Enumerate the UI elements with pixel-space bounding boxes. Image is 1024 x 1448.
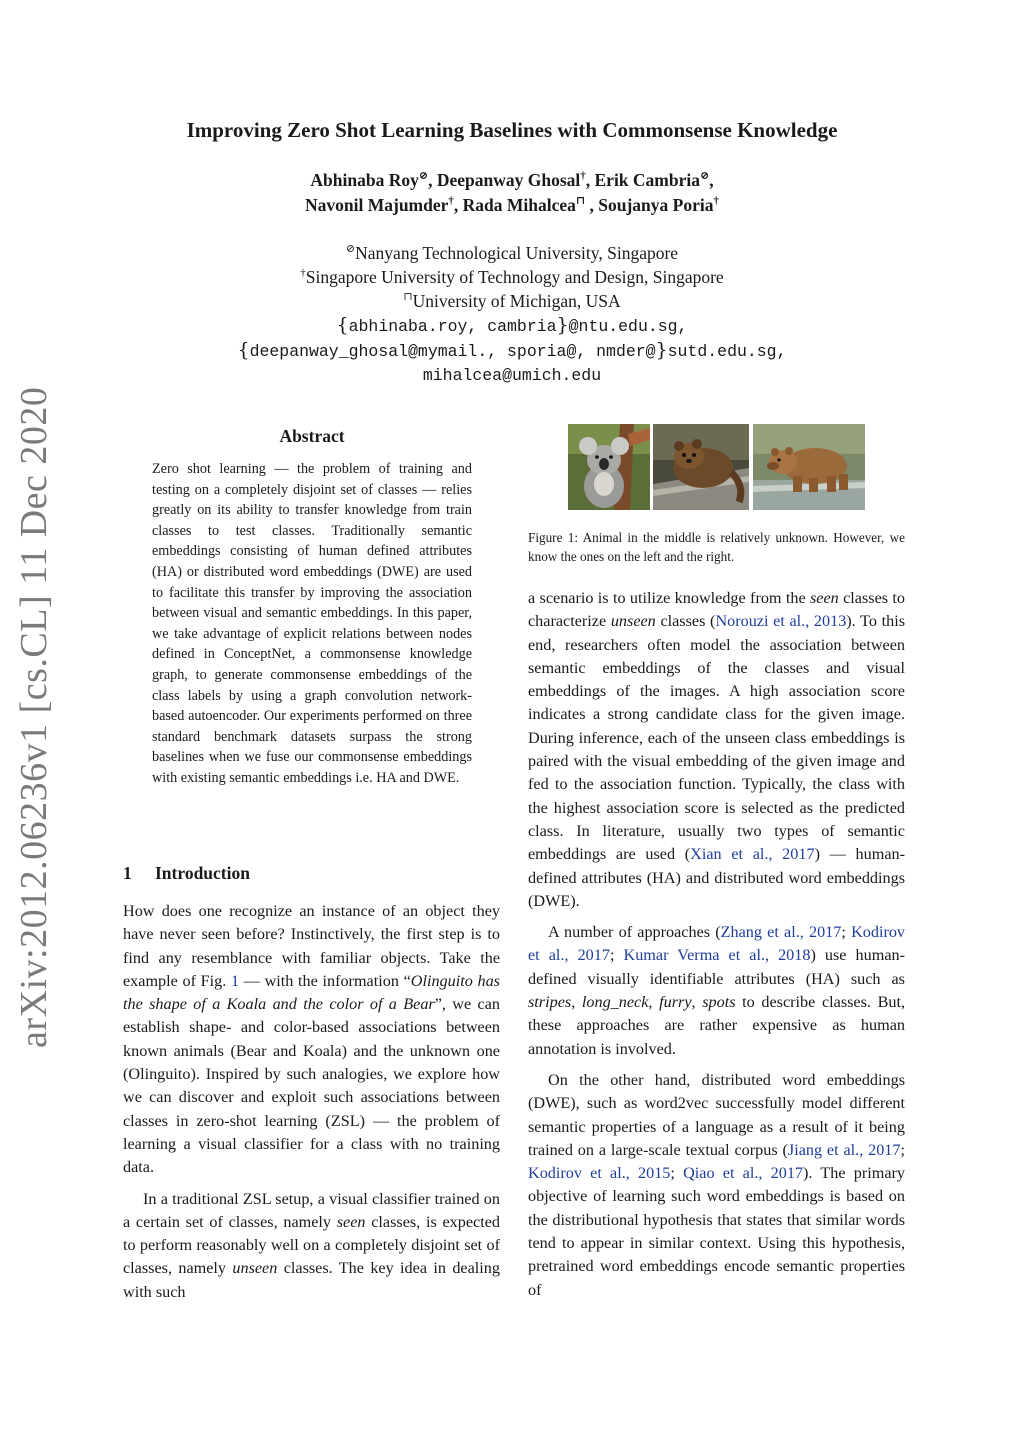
citation-link[interactable]: Norouzi et al., 2013 — [715, 612, 847, 631]
affiliation-text: Nanyang Technological University, Singapore — [355, 243, 679, 263]
author-sep: , — [453, 195, 463, 215]
abstract-body: Zero shot learning — the problem of training and testing on a completely disjoint set of classes — relies greatly on its ability to transfer knowledge from train classes to test classes. Traditionally semantic embeddings consisting of human defined attributes (HA) or distributed word embeddings (DWE) are used to facilitate this transfer by improving the association between visual and semantic embeddings. In this paper, we take advantage of explicit relations between nodes defined in ConceptNet, a commonsense knowledge graph, to generate commonsense embeddings of the class labels by using a graph convolution network-based autoencoder. Our experiments performed on three standard benchmark datasets surpass the strong baselines when we fuse our commonsense embeddings with existing semantic embeddings i.e. HA and DWE. — [152, 461, 472, 786]
citation-link[interactable]: Kumar Verma et al., 2018 — [623, 946, 811, 965]
author-sep: , — [585, 195, 599, 215]
text-run: ). To this end, researchers often model the association between semantic embeddings of the classes and visual embeddings of the images. A high association score indicates a strong candidate class for the given image. During inference, each of the unseen class embeddings is paired with the visual embedding of the given image and fed to the association function. Typically, the class with the highest association score is selected as the predicted class. In literature, usually two types of semantic embeddings are used ( — [528, 612, 905, 864]
text-run: , — [648, 993, 660, 1012]
author-mark: † — [713, 195, 719, 208]
email-domain: @ntu.edu.sg, — [568, 317, 688, 336]
citation-link[interactable]: Jiang et al., 2017 — [787, 1140, 901, 1159]
author-mark: ⊓ — [575, 195, 586, 208]
affiliation-mark: ⊓ — [403, 291, 413, 304]
text-run: ). The primary objective of learning such word embeddings is based on the distributional hypothesis that states that similar words tend to appear in similar context. Using this hypothesis, pretrained word embeddings encode semantic properties of — [528, 1164, 905, 1299]
text-run: ; — [609, 946, 624, 965]
text-run: On the other hand, distributed word embeddings (DWE), such as word2vec successfully model different semantic properties of a language as a result of it being trained on a large-scale textual corpus ( — [528, 1070, 905, 1159]
email-line-2 — [0, 339, 1024, 361]
author-mark: ⊘ — [700, 170, 710, 183]
figure-ref-link[interactable]: 1 — [230, 971, 240, 990]
paragraph — [528, 921, 905, 1061]
citation-link[interactable]: Qiao et al., 2017 — [683, 1164, 804, 1183]
text-run: classes ( — [655, 612, 716, 631]
affiliation-mark: ⊘ — [345, 243, 356, 256]
text-run: , — [691, 993, 703, 1012]
author-name: Rada Mihalcea — [462, 195, 576, 215]
text-run: a scenario is to utilize knowledge from the — [528, 589, 810, 607]
text-run: to describe classes. But, these approaches are rather expensive as human annotation is involved. — [528, 993, 906, 1058]
text-run: ; — [670, 1164, 684, 1183]
email-address: mihalcea@umich.edu — [422, 366, 602, 385]
emph-attribute: spots — [702, 993, 736, 1012]
citation-link[interactable]: Xian et al., 2017 — [690, 845, 815, 864]
brace-open: { — [336, 314, 349, 336]
emph-seen: seen — [336, 1212, 366, 1231]
arxiv-identifier: arXiv:2012.06236v1 [cs.CL] 11 Dec 2020 — [13, 386, 55, 1048]
text-run: ; — [900, 1140, 905, 1159]
text-run: classes. The key idea in dealing with such — [123, 1259, 500, 1301]
author-name: Erik Cambria — [594, 170, 700, 190]
author-sep: , — [585, 170, 595, 190]
text-run: In a traditional ZSL setup, a visual classifier trained on a certain set of classes, namely — [123, 1189, 500, 1231]
email-line-1 — [0, 314, 1024, 336]
left-column-body — [123, 900, 500, 1304]
text-run: ”, we can establish shape- and color-based associations between known animals (Bear and Koala) and the unknown one (Olinguito). Inspired by such analogies, we explore how we can discover and exploit such associations between classes in zero-shot learning (ZSL) — the problem of learning a visual classifier for a class with no training data. — [123, 995, 500, 1177]
koala-image — [568, 424, 650, 510]
emph-attribute: furry — [659, 993, 692, 1012]
section-number: 1 — [123, 863, 132, 883]
emph-attribute: long_neck — [581, 993, 649, 1012]
author-name: Deepanway Ghosal — [436, 170, 581, 190]
text-run: — with the information “ — [239, 971, 411, 990]
text-run: ) — human-defined attributes (HA) and distributed word embeddings (DWE). — [528, 845, 905, 910]
author-line-1 — [0, 170, 1024, 191]
author-mark: ⊘ — [418, 170, 429, 183]
citation-link[interactable]: Kodirov et al., 2017 — [528, 923, 906, 965]
text-run: , — [571, 993, 582, 1012]
paragraph — [528, 587, 905, 913]
emph-unseen: unseen — [610, 612, 656, 631]
affiliation — [0, 267, 1024, 288]
figure-caption — [528, 529, 905, 566]
author-name: Soujanya Poria — [598, 195, 714, 215]
email-users: abhinaba.roy, cambria — [348, 317, 557, 336]
author-name: Navonil Majumder — [305, 195, 449, 215]
text-run: ) use human-defined visually identifiable attributes (HA) such as — [528, 946, 905, 988]
section-heading-introduction — [123, 863, 250, 884]
emph-seen: seen — [810, 589, 839, 607]
author-sep: , — [428, 170, 437, 190]
emph-unseen: unseen — [232, 1259, 278, 1278]
author-mark: † — [580, 170, 586, 183]
email-domain: sutd.edu.sg, — [667, 342, 787, 361]
affiliation — [0, 243, 1024, 264]
paragraph — [123, 900, 500, 1180]
brace-close: } — [655, 339, 668, 361]
citation-link[interactable]: Zhang et al., 2017 — [720, 923, 842, 942]
paper-title: Improving Zero Shot Learning Baselines with Commonsense Knowledge — [186, 118, 838, 142]
email-users: deepanway_ghosal@mymail., sporia@, nmder@ — [249, 342, 656, 361]
paragraph — [528, 1069, 905, 1302]
author-mark: † — [448, 195, 454, 208]
figure-caption-text: Animal in the middle is relatively unknown. However, we know the ones on the left and the right. — [528, 530, 905, 564]
citation-link[interactable]: Kodirov et al., 2015 — [528, 1164, 671, 1183]
author-sep: , — [709, 170, 714, 190]
bear-image — [753, 424, 865, 510]
section-title: Introduction — [155, 863, 250, 883]
abstract-heading: Abstract — [279, 426, 345, 446]
affiliation-text: University of Michigan, USA — [412, 291, 621, 311]
affiliation-text: Singapore University of Technology and Design, Singapore — [305, 267, 724, 287]
author-name: Abhinaba Roy — [310, 170, 419, 190]
text-run: How does one recognize an instance of an object they have never seen before? Instinctively, the first step is to find any resemblance with familiar objects. Take the example of Fig. — [123, 902, 500, 990]
affiliation-mark: † — [300, 267, 306, 280]
figure-label: Figure 1: — [528, 530, 578, 545]
affiliation — [0, 291, 1024, 312]
quote-text: Olinguito has the shape of a Koala and the color of a Bear — [123, 971, 500, 1014]
brace-close: } — [556, 314, 569, 336]
olinguito-image — [653, 424, 749, 510]
text-run: ; — [841, 923, 852, 942]
text-run: classes to characterize — [528, 589, 905, 631]
author-line-2 — [0, 195, 1024, 216]
right-column-body — [528, 587, 905, 1302]
paragraph — [123, 1188, 500, 1304]
emph-attribute: stripes — [528, 993, 572, 1012]
email-line-3 — [0, 364, 1024, 385]
text-run: A number of approaches ( — [548, 923, 721, 942]
text-run: classes, is expected to perform reasonably well on a completely disjoint set of classes, namely — [123, 1212, 501, 1278]
brace-open: { — [237, 339, 250, 361]
